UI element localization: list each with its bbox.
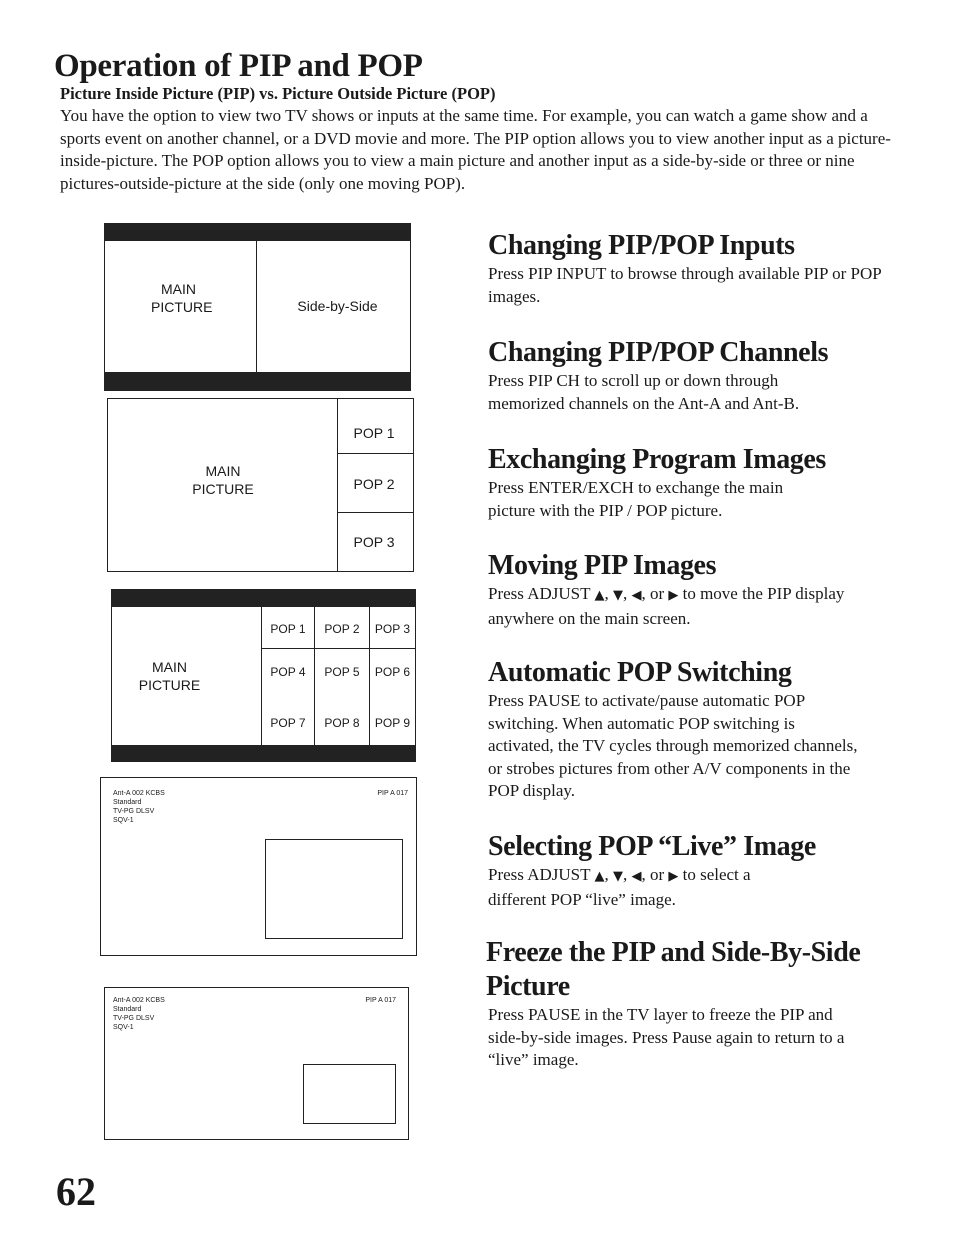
side-by-side-diagram [104,223,411,391]
section-text: Press PAUSE in the TV layer to freeze the PIP and side-by-side images. Press Pause again to return to a “live” image. [488,1005,845,1070]
pip-window [303,1064,396,1124]
pip-window [265,839,403,939]
pop-label: POP 1 [353,425,395,441]
side-by-side-label: Side-by-Side [297,298,378,314]
up-arrow-icon: ▲ [594,869,605,884]
pop3-diagram [107,398,414,572]
pop-label: POP 5 [324,665,360,679]
section-text: Press ADJUST ▲, ▼, ◀, or ▶ to move the PIP display anywhere on the main screen. [488,584,845,628]
section-heading: Selecting POP “Live” Image [488,831,816,862]
main-picture-label: MAIN PICTURE [192,463,254,497]
section-heading: Changing PIP/POP Channels [488,337,829,368]
main-picture-label: MAIN PICTURE [138,659,201,693]
pop9-diagram [111,589,416,762]
section-text: Press ADJUST ▲, ▼, ◀, or ▶ to select a different POP “live” image. [488,865,751,909]
osd-info: Ant-A 002 KCBS Standard TV-PG DLSV SQV-1 [113,997,165,1031]
pop-label: POP 8 [324,716,360,730]
pop-label: POP 2 [353,476,395,492]
section-text: Press PIP INPUT to browse through available PIP or POP images. [488,264,882,306]
section-auto-pop [488,656,918,803]
section-heading: Freeze the PIP and Side-By-Side Picture [486,937,861,1002]
pop-label: POP 4 [270,665,306,679]
divider [256,241,257,373]
page-subtitle: Picture Inside Picture (PIP) vs. Picture Outside Picture (POP) [60,84,496,103]
page-title: Operation of PIP and POP [54,48,423,84]
pop-label: POP 7 [270,716,306,730]
up-arrow-icon: ▲ [594,588,605,603]
divider [261,648,415,649]
section-text: Press PAUSE to activate/pause automatic POP switching. When automatic POP switching is activated, the TV cycles through memorized channels, or strobes pictures from other A/V components in the POP display. [488,691,858,801]
divider [337,453,413,454]
section-inputs [488,229,918,308]
pip-screen-diagram [100,777,417,956]
pop-label: POP 9 [374,716,411,730]
pip-screen-small-diagram [104,987,409,1140]
section-channels [488,336,918,415]
top-bar [104,223,411,241]
pip-channel-label: PIP A 017 [365,997,396,1004]
pip-channel-label: PIP A 017 [377,790,408,797]
left-arrow-icon: ◀ [631,588,642,603]
pop-label: POP 3 [353,534,395,550]
left-arrow-icon: ◀ [631,869,642,884]
section-moving [488,549,918,630]
section-heading: Exchanging Program Images [488,444,826,475]
section-heading: Changing PIP/POP Inputs [488,230,795,261]
down-arrow-icon: ▼ [612,588,623,603]
pop-label: POP 2 [324,622,360,636]
pop-label: POP 6 [374,665,411,679]
main-picture-label: MAIN PICTURE [151,281,213,315]
section-exchanging [488,443,918,522]
section-freeze [486,936,916,1072]
divider [337,512,413,513]
section-text: Press ENTER/EXCH to exchange the main picture with the PIP / POP picture. [488,478,784,520]
bottom-bar [111,745,416,762]
top-bar [111,589,416,607]
section-live [488,830,918,911]
pop-label: POP 1 [270,622,306,636]
bottom-bar [104,372,411,391]
intro-paragraph: You have the option to view two TV shows or inputs at the same time. For example, you can watch a game show and a sports event on another channel, or a DVD movie and more. The PIP option allows you to view another input as a picture-inside-picture. The POP option allows you to view a main picture and another input as a side-by-side or three or nine pictures-outside-picture at the side (only one moving POP). [60,106,891,193]
section-text: Press PIP CH to scroll up or down through memorized channels on the Ant-A and Ant-B. [488,371,800,413]
section-heading: Moving PIP Images [488,550,717,581]
page-number: 62 [56,1169,96,1214]
pop-label: POP 3 [374,622,411,636]
osd-info: Ant-A 002 KCBS Standard TV-PG DLSV SQV-1 [113,790,165,824]
section-heading: Automatic POP Switching [488,657,792,688]
right-arrow-icon: ▶ [668,588,679,603]
right-arrow-icon: ▶ [668,869,679,884]
down-arrow-icon: ▼ [612,869,623,884]
